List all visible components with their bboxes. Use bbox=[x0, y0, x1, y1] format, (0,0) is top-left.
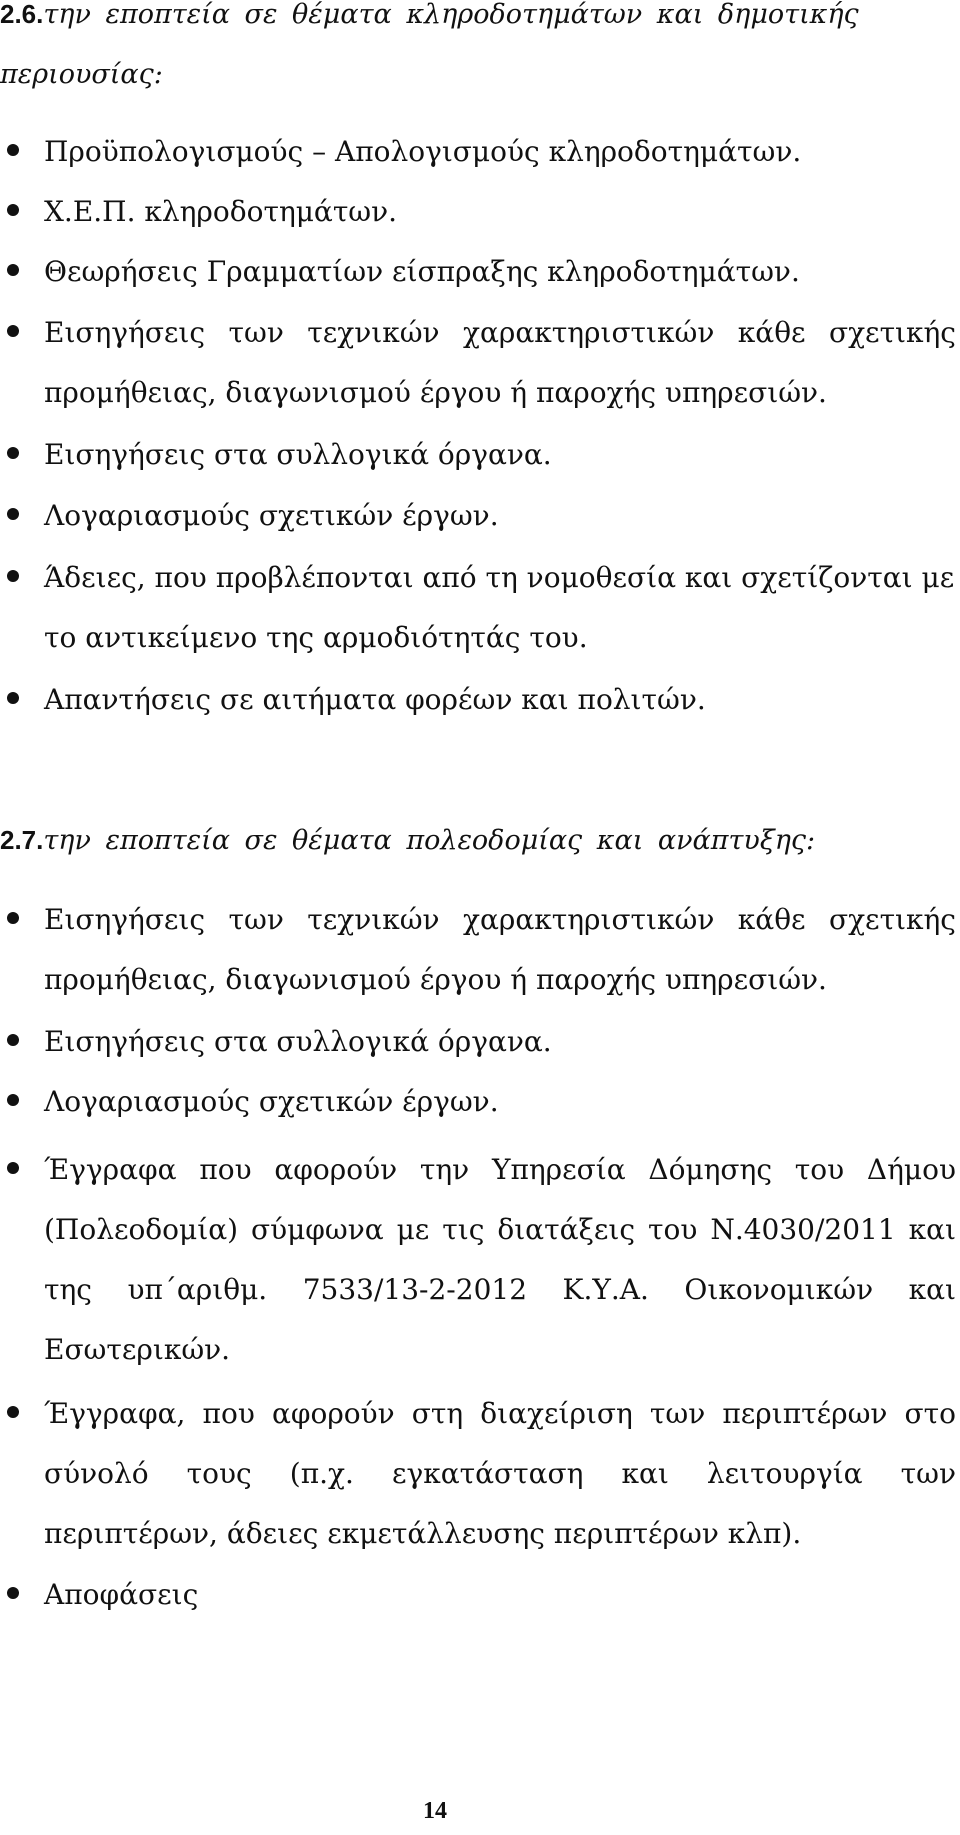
list-item-text: Εισηγήσεις στα συλλογικά όργανα. bbox=[44, 438, 552, 471]
list-item-text: Λογαριασμούς σχετικών έργων. bbox=[44, 1085, 499, 1118]
list-item-text: Εισηγήσεις των τεχνικών χαρακτηριστικών κάθε σχετικής προμήθειας, διαγωνισμού έργου ή παροχής υπηρεσιών. bbox=[44, 316, 956, 409]
section-2-7-heading bbox=[0, 810, 950, 871]
section-title: την εποπτεία σε θέματα πολεοδομίας και ανάπτυξης: bbox=[43, 825, 816, 856]
bullet-icon bbox=[7, 1162, 19, 1174]
list-item-text: Λογαριασμούς σχετικών έργων. bbox=[44, 499, 499, 532]
bullet-icon bbox=[7, 1094, 19, 1106]
bullet-icon bbox=[7, 508, 19, 520]
list-item-text: Έγγραφα που αφορούν την Υπηρεσία Δόμησης του Δήμου (Πολεοδομία) σύμφωνα με τις διατάξεις του Ν.4030/2011 και της υπ΄αριθμ. 7533/13-2-2012 Κ.Υ.Α. Οικονομικών και Εσωτερικών. bbox=[44, 1153, 956, 1366]
bullet-icon bbox=[7, 447, 19, 459]
list-item bbox=[0, 1012, 958, 1072]
bullet-icon bbox=[7, 204, 19, 216]
bullet-icon bbox=[7, 325, 19, 337]
list-item-text: Έγγραφα, που αφορούν στη διαχείριση των περιπτέρων στο σύνολό τους (π.χ. εγκατάσταση και λειτουργία των περιπτέρων, άδειες εκμετάλλευσης περιπτέρων κλπ). bbox=[44, 1397, 956, 1550]
bullet-icon bbox=[7, 144, 19, 156]
list-item-text: Εισηγήσεις στα συλλογικά όργανα. bbox=[44, 1025, 552, 1058]
bullet-icon bbox=[7, 264, 19, 276]
list-item bbox=[0, 670, 958, 730]
list-item bbox=[0, 548, 958, 668]
list-item-text: Προϋπολογισμούς – Απολογισμούς κληροδοτημάτων. bbox=[44, 135, 802, 168]
list-item bbox=[0, 122, 958, 182]
section-2-6-heading bbox=[0, 0, 950, 105]
bullet-icon bbox=[7, 912, 19, 924]
list-item bbox=[0, 1140, 958, 1380]
list-item bbox=[0, 425, 958, 485]
list-item-text: Απαντήσεις σε αιτήματα φορέων και πολιτών. bbox=[44, 683, 706, 716]
bullet-icon bbox=[7, 1406, 19, 1418]
section-number: 2.6. bbox=[0, 0, 44, 29]
bullet-icon bbox=[7, 692, 19, 704]
section-number: 2.7. bbox=[0, 825, 44, 855]
list-item-text: Άδειες, που προβλέπονται από τη νομοθεσία και σχετίζονται με το αντικείμενο της αρμοδιότητάς του. bbox=[44, 561, 955, 654]
list-item-text: Αποφάσεις bbox=[44, 1578, 199, 1611]
list-item bbox=[0, 1565, 958, 1625]
list-item bbox=[0, 242, 958, 302]
list-item-text: Χ.Ε.Π. κληροδοτημάτων. bbox=[44, 195, 398, 228]
section-title: την εποπτεία σε θέματα κληροδοτημάτων και δημοτικής περιουσίας: bbox=[0, 0, 859, 90]
list-item bbox=[0, 486, 958, 546]
list-item-text: Θεωρήσεις Γραμματίων είσπραξης κληροδοτημάτων. bbox=[44, 255, 800, 288]
page-number: 14 bbox=[423, 1798, 447, 1824]
list-item bbox=[0, 1384, 958, 1564]
list-item-text: Εισηγήσεις των τεχνικών χαρακτηριστικών κάθε σχετικής προμήθειας, διαγωνισμού έργου ή παροχής υπηρεσιών. bbox=[44, 903, 956, 996]
bullet-icon bbox=[7, 570, 19, 582]
bullet-icon bbox=[7, 1587, 19, 1599]
list-item bbox=[0, 303, 958, 423]
list-item bbox=[0, 182, 958, 242]
list-item bbox=[0, 1072, 958, 1132]
list-item bbox=[0, 890, 958, 1010]
bullet-icon bbox=[7, 1034, 19, 1046]
